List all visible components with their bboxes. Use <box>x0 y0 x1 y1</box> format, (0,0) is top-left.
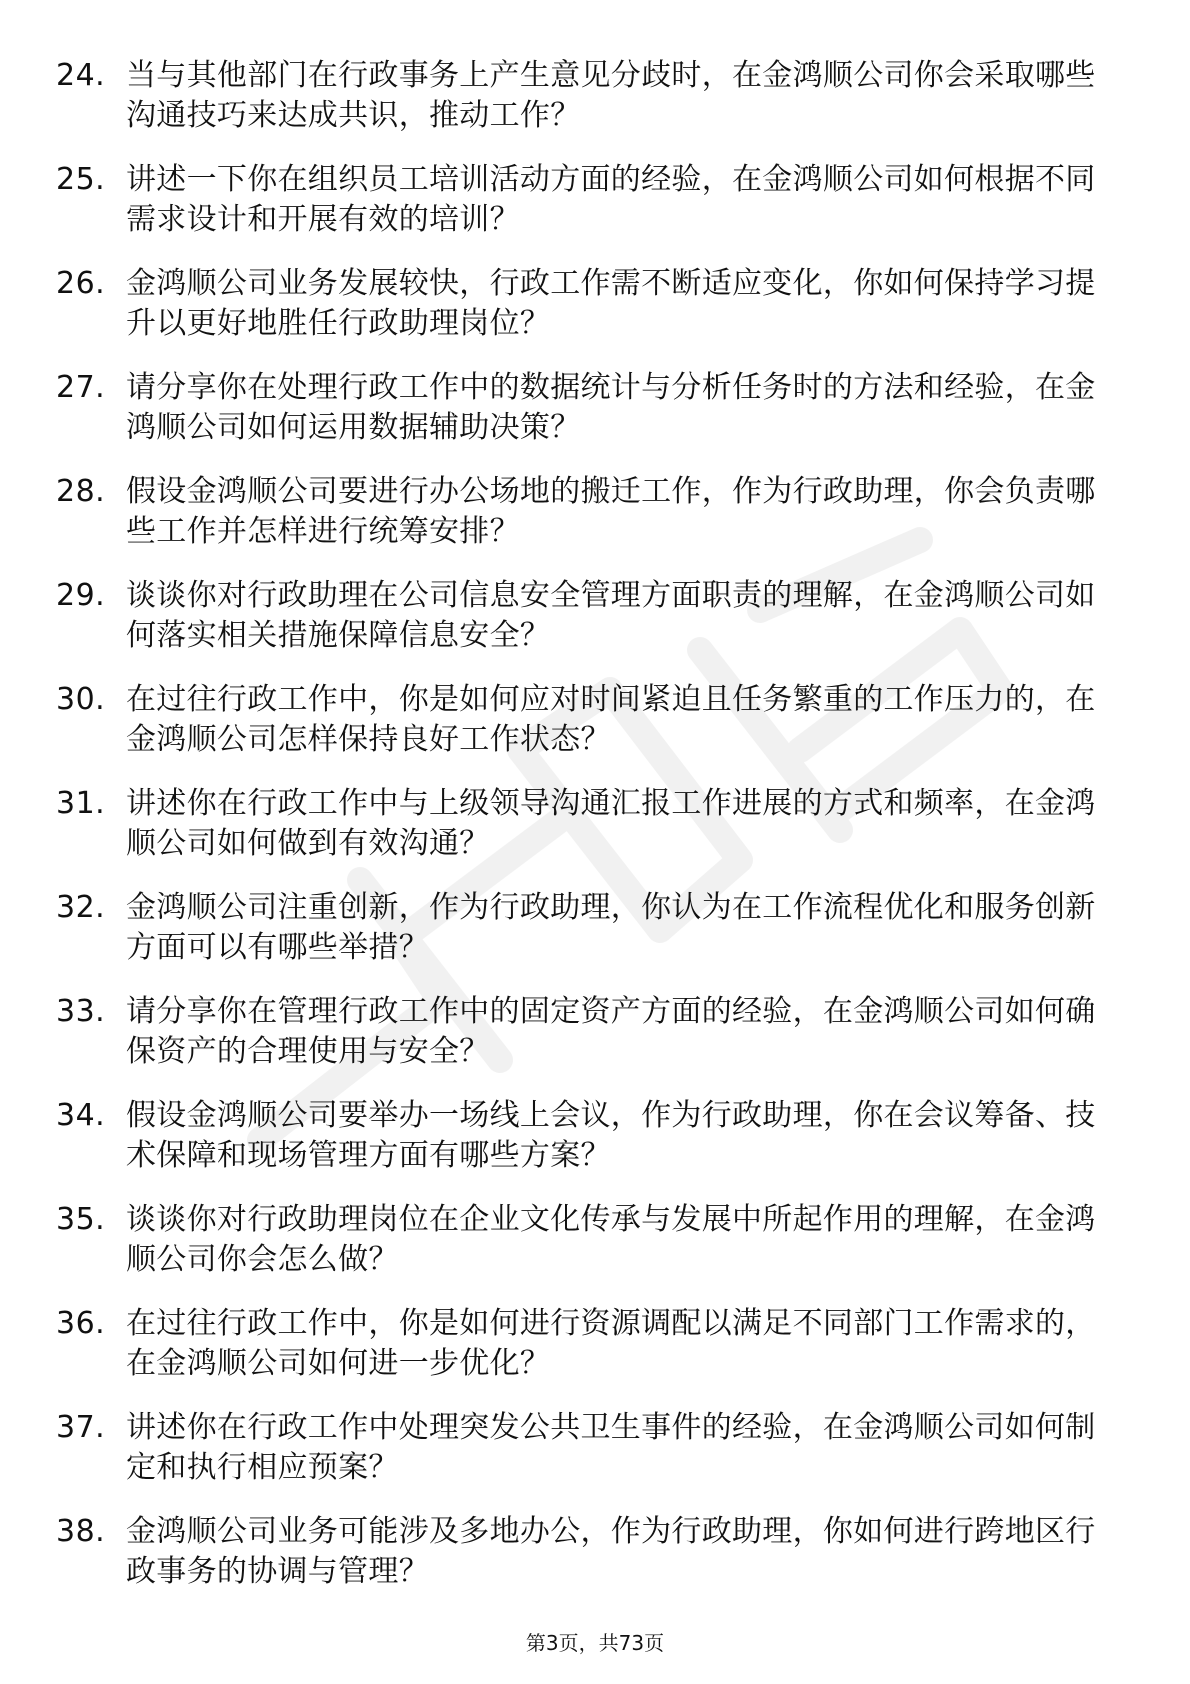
question-number: 38. <box>56 1514 106 1549</box>
question-number: 30. <box>56 682 106 717</box>
question-text: 在过往行政工作中，你是如何应对时间紧迫且任务繁重的工作压力的，在金鸿顺公司怎样保持良好工作状态？ <box>126 682 1096 757</box>
question-number: 27. <box>56 370 106 405</box>
question-number: 34. <box>56 1098 106 1133</box>
page-footer: 第3页，共73页 <box>525 1631 665 1655</box>
list-item <box>56 784 1116 864</box>
list-item <box>56 1200 1116 1280</box>
list-item <box>56 56 1116 136</box>
question-text: 讲述你在行政工作中处理突发公共卫生事件的经验，在金鸿顺公司如何制定和执行相应预案？ <box>126 1410 1096 1485</box>
question-number: 36. <box>56 1306 106 1341</box>
question-text: 当与其他部门在行政事务上产生意见分歧时，在金鸿顺公司你会采取哪些沟通技巧来达成共识，推动工作？ <box>126 58 1096 133</box>
list-item <box>56 1096 1116 1176</box>
question-text: 金鸿顺公司业务可能涉及多地办公，作为行政助理，你如何进行跨地区行政事务的协调与管理？ <box>126 1514 1096 1589</box>
question-text: 请分享你在管理行政工作中的固定资产方面的经验，在金鸿顺公司如何确保资产的合理使用与安全？ <box>126 994 1096 1069</box>
question-number: 29. <box>56 578 106 613</box>
question-text: 讲述一下你在组织员工培训活动方面的经验，在金鸿顺公司如何根据不同需求设计和开展有效的培训？ <box>126 162 1096 237</box>
question-number: 26. <box>56 266 106 301</box>
list-item <box>56 576 1116 656</box>
question-text: 金鸿顺公司业务发展较快，行政工作需不断适应变化，你如何保持学习提升以更好地胜任行政助理岗位？ <box>126 266 1096 341</box>
question-number: 28. <box>56 474 106 509</box>
question-number: 35. <box>56 1202 106 1237</box>
question-text: 谈谈你对行政助理岗位在企业文化传承与发展中所起作用的理解，在金鸿顺公司你会怎么做？ <box>126 1202 1096 1277</box>
question-text: 金鸿顺公司注重创新，作为行政助理，你认为在工作流程优化和服务创新方面可以有哪些举措？ <box>126 890 1096 965</box>
list-item <box>56 888 1116 968</box>
question-text: 在过往行政工作中，你是如何进行资源调配以满足不同部门工作需求的，在金鸿顺公司如何进一步优化？ <box>126 1306 1096 1381</box>
question-number: 32. <box>56 890 106 925</box>
list-item <box>56 1304 1116 1384</box>
question-number: 37. <box>56 1410 106 1445</box>
question-text: 假设金鸿顺公司要举办一场线上会议，作为行政助理，你在会议筹备、技术保障和现场管理方面有哪些方案？ <box>126 1098 1096 1173</box>
question-number: 24. <box>56 58 106 93</box>
list-item <box>56 160 1116 240</box>
question-list <box>56 56 1116 1616</box>
question-number: 31. <box>56 786 106 821</box>
list-item <box>56 680 1116 760</box>
list-item <box>56 1408 1116 1488</box>
list-item <box>56 472 1116 552</box>
question-text: 谈谈你对行政助理在公司信息安全管理方面职责的理解，在金鸿顺公司如何落实相关措施保障信息安全？ <box>126 578 1096 653</box>
list-item <box>56 992 1116 1072</box>
list-item <box>56 264 1116 344</box>
question-text: 假设金鸿顺公司要进行办公场地的搬迁工作，作为行政助理，你会负责哪些工作并怎样进行统筹安排？ <box>126 474 1096 549</box>
list-item <box>56 368 1116 448</box>
question-number: 33. <box>56 994 106 1029</box>
list-item <box>56 1512 1116 1592</box>
question-number: 25. <box>56 162 106 197</box>
question-text: 请分享你在处理行政工作中的数据统计与分析任务时的方法和经验，在金鸿顺公司如何运用数据辅助决策？ <box>126 370 1096 445</box>
question-text: 讲述你在行政工作中与上级领导沟通汇报工作进展的方式和频率，在金鸿顺公司如何做到有效沟通？ <box>126 786 1096 861</box>
